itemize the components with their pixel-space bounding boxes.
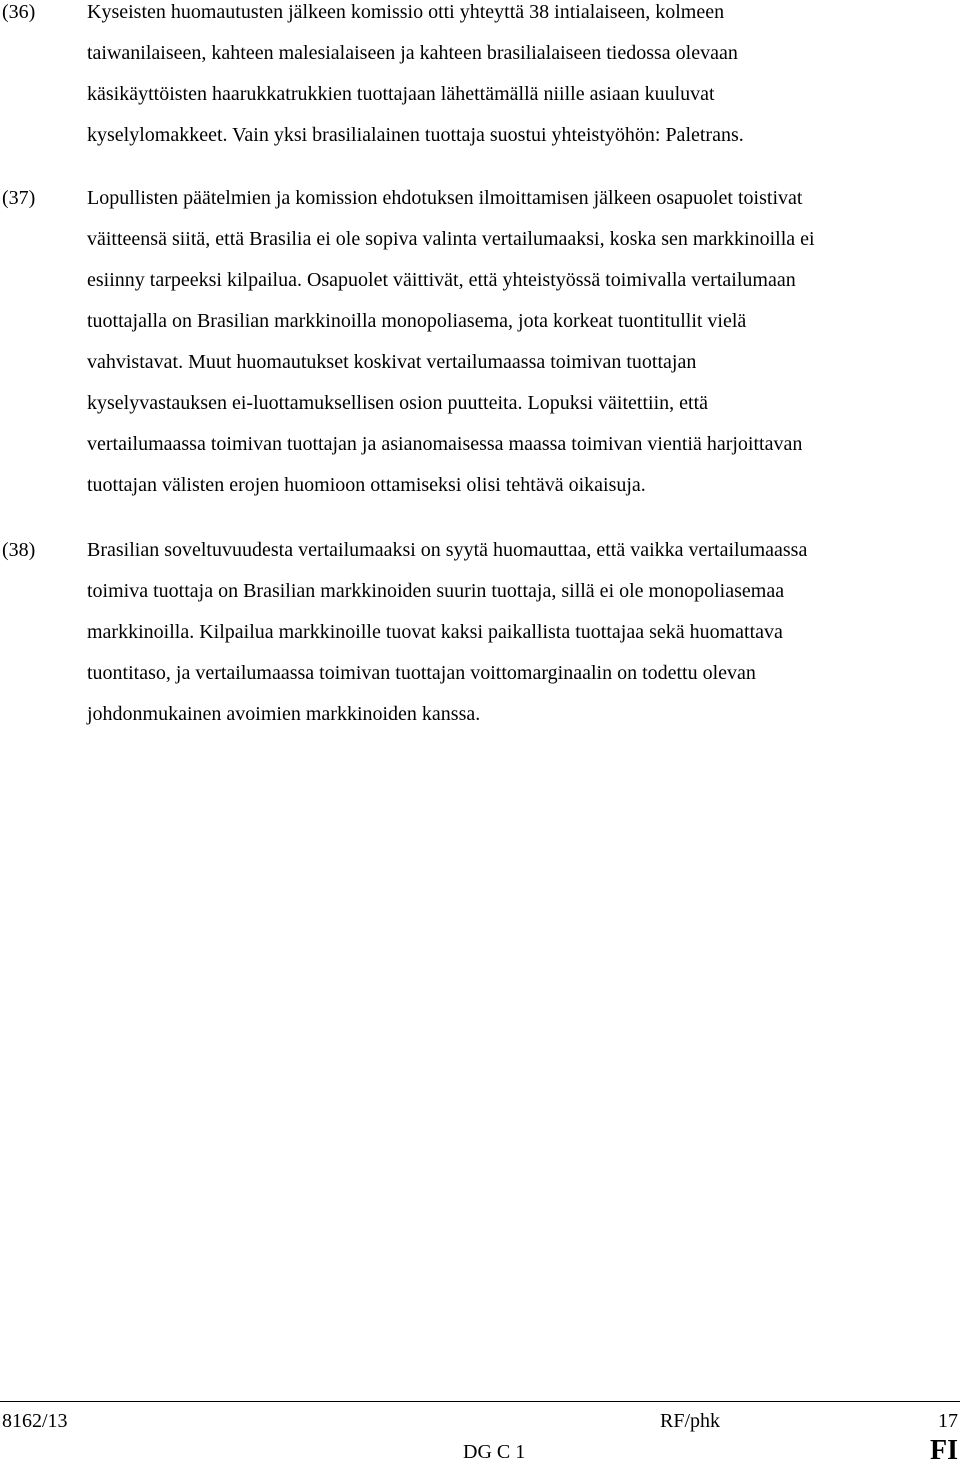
paragraph-number: (37)	[2, 187, 36, 209]
footer-divider	[0, 1401, 960, 1402]
text-line: johdonmukainen avoimien markkinoiden kanssa.	[87, 703, 481, 725]
text-line: Lopullisten päätelmien ja komission ehdotuksen ilmoittamisen jälkeen osapuolet toistivat	[87, 187, 803, 209]
text-line: esiinny tarpeeksi kilpailua. Osapuolet väittivät, että yhteistyössä toimivalla vertailumaan	[87, 269, 796, 291]
text-line: markkinoilla. Kilpailua markkinoille tuovat kaksi paikallista tuottajaa sekä huomattava	[87, 621, 783, 643]
text-line: käsikäyttöisten haarukkatrukkien tuottajaan lähettämällä niille asiaan kuuluvat	[87, 83, 715, 105]
text-line: vertailumaassa toimivan tuottajan ja asianomaisessa maassa toimivan vientiä harjoittavan	[87, 433, 803, 455]
footer-page-number: 17	[938, 1410, 958, 1432]
text-line: vahvistavat. Muut huomautukset koskivat vertailumaassa toimivan tuottajan	[87, 351, 697, 373]
text-line: tuottajalla on Brasilian markkinoilla monopoliasema, jota korkeat tuontitullit vielä	[87, 310, 747, 332]
text-line: kyselylomakkeet. Vain yksi brasilialainen tuottaja suostui yhteistyöhön: Paletrans.	[87, 124, 744, 146]
footer-initials: RF/phk	[660, 1410, 721, 1432]
footer-directorate: DG C 1	[463, 1441, 526, 1463]
text-line: Kyseisten huomautusten jälkeen komissio otti yhteyttä 38 intialaiseen, kolmeen	[87, 1, 725, 23]
footer-language-code: FI	[930, 1435, 958, 1466]
paragraph-number: (38)	[2, 539, 36, 561]
paragraph-text	[87, 530, 958, 735]
text-line: toimiva tuottaja on Brasilian markkinoiden suurin tuottaja, sillä ei ole monopoliasemaa	[87, 580, 785, 602]
text-line: kyselyvastauksen ei-luottamuksellisen osion puutteita. Lopuksi väitettiin, että	[87, 392, 708, 414]
paragraph-text	[87, 0, 958, 156]
text-line: väitteensä siitä, että Brasilia ei ole sopiva valinta vertailumaaksi, koska sen markkinoilla ei	[87, 228, 815, 250]
footer-document-reference: 8162/13	[2, 1410, 68, 1432]
text-line: Brasilian soveltuvuudesta vertailumaaksi on syytä huomauttaa, että vaikka vertailumaassa	[87, 539, 808, 561]
text-line: tuontitaso, ja vertailumaassa toimivan tuottajan voittomarginaalin on todettu olevan	[87, 662, 756, 684]
text-line: taiwanilaiseen, kahteen malesialaiseen ja kahteen brasilialaiseen tiedossa olevaan	[87, 42, 738, 64]
text-line: tuottajan välisten erojen huomioon ottamiseksi olisi tehtävä oikaisuja.	[87, 474, 646, 496]
paragraph-text	[87, 178, 958, 506]
paragraph-number: (36)	[2, 1, 36, 23]
